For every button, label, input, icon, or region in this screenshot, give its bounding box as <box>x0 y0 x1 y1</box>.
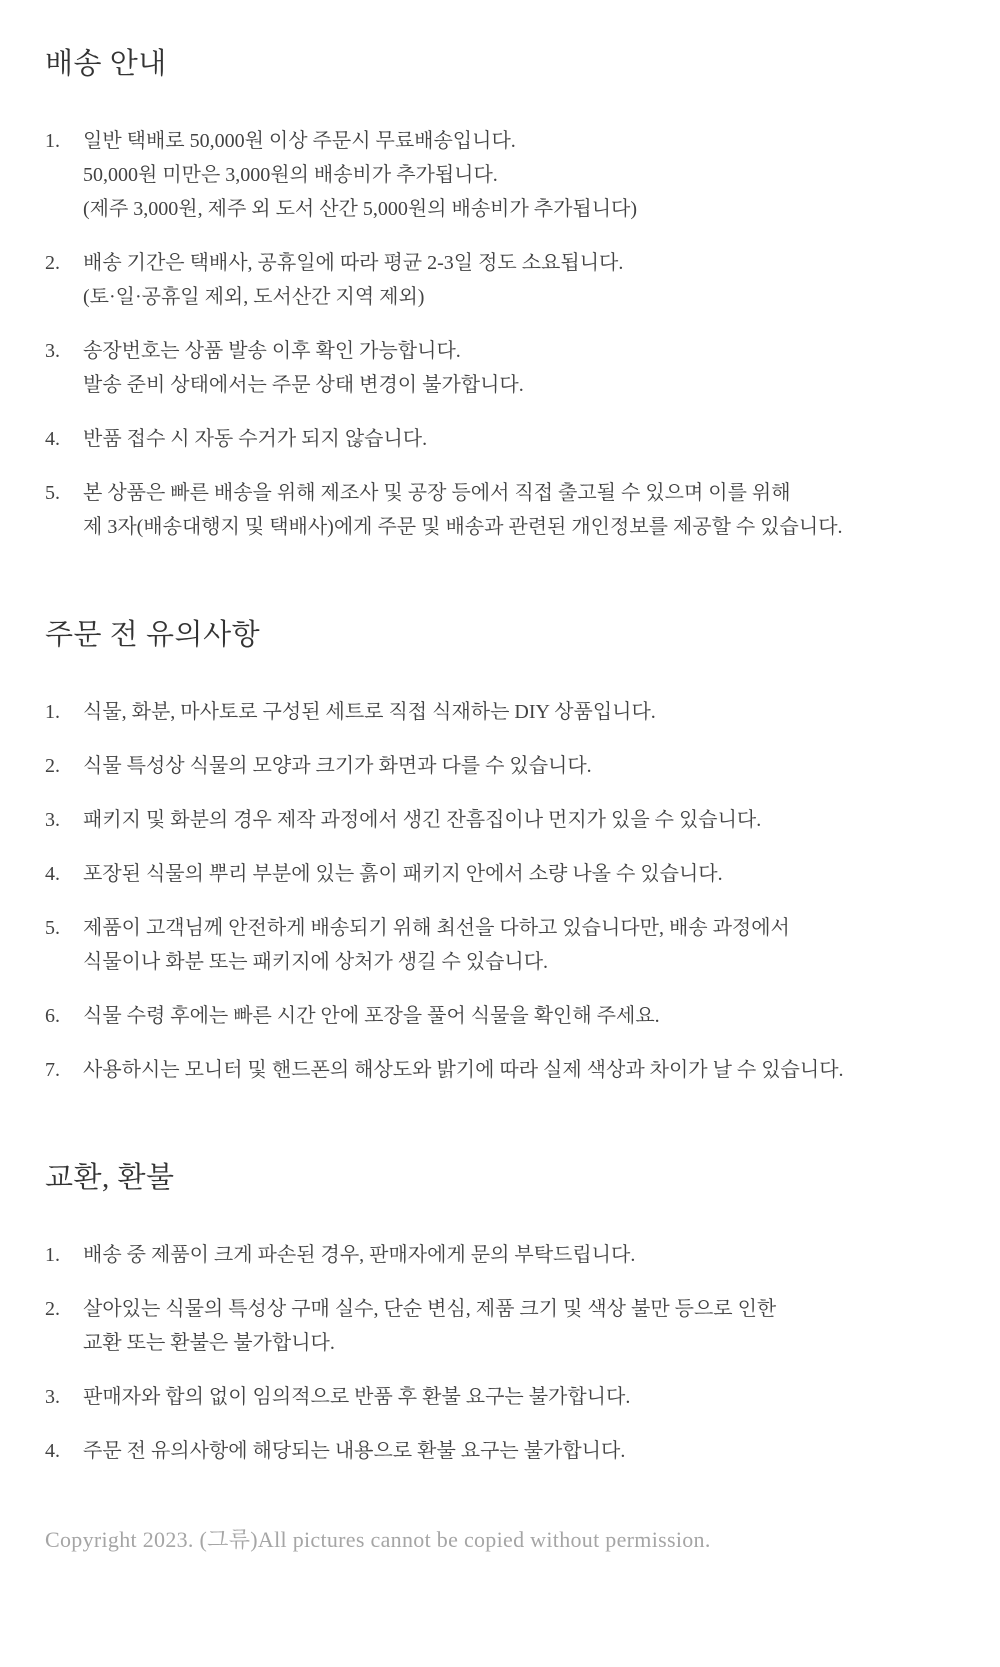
item-number: 3. <box>45 1386 60 1408</box>
item-line: 본 상품은 빠른 배송을 위해 제조사 및 공장 등에서 직접 출고될 수 있으며 이를 위해 <box>83 482 791 504</box>
item-line: 식물 수령 후에는 빠른 시간 안에 포장을 풀어 식물을 확인해 주세요. <box>83 1005 660 1027</box>
section-heading-shipping: 배송 안내 <box>45 48 167 80</box>
list-item <box>45 749 955 783</box>
list-item <box>45 124 955 226</box>
list-item <box>45 334 955 402</box>
item-line: (제주 3,000원, 제주 외 도서 산간 5,000원의 배송비가 추가됩니다) <box>83 198 638 220</box>
item-number: 4. <box>45 1440 60 1462</box>
list-item <box>45 911 955 979</box>
list-item <box>45 803 955 837</box>
item-number: 1. <box>45 1244 60 1266</box>
footer-copyright: Copyright 2023. (그류)All pictures cannot be copied without permission. <box>45 1527 711 1552</box>
item-number: 1. <box>45 701 60 723</box>
item-line: 판매자와 합의 없이 임의적으로 반품 후 환불 요구는 불가합니다. <box>83 1386 631 1408</box>
item-line: 제 3자(배송대행지 및 택배사)에게 주문 및 배송과 관련된 개인정보를 제공할 수 있습니다. <box>83 516 843 538</box>
item-number: 1. <box>45 130 60 152</box>
item-line: 배송 기간은 택배사, 공휴일에 따라 평균 2-3일 정도 소요됩니다. <box>83 252 624 274</box>
section-heading-exchange-refund: 교환, 환불 <box>45 1162 175 1194</box>
list-item <box>45 1053 955 1087</box>
item-line: 패키지 및 화분의 경우 제작 과정에서 생긴 잔흠집이나 먼지가 있을 수 있습니다. <box>83 809 762 831</box>
item-number: 5. <box>45 917 60 939</box>
list-item <box>45 1434 955 1468</box>
list-item <box>45 1238 955 1272</box>
section-exchange-refund <box>45 1159 955 1468</box>
item-number: 6. <box>45 1005 60 1027</box>
item-line: 50,000원 미만은 3,000원의 배송비가 추가됩니다. <box>83 164 498 186</box>
item-number: 2. <box>45 755 60 777</box>
list-item <box>45 1292 955 1360</box>
list-item <box>45 422 955 456</box>
list-item <box>45 857 955 891</box>
item-number: 3. <box>45 340 60 362</box>
item-number: 5. <box>45 482 60 504</box>
item-number: 2. <box>45 1298 60 1320</box>
list-item <box>45 246 955 314</box>
item-line: 교환 또는 환불은 불가합니다. <box>83 1332 335 1354</box>
item-line: 배송 중 제품이 크게 파손된 경우, 판매자에게 문의 부탁드립니다. <box>83 1244 636 1266</box>
list-item <box>45 1380 955 1414</box>
item-number: 4. <box>45 428 60 450</box>
item-line: 주문 전 유의사항에 해당되는 내용으로 환불 요구는 불가합니다. <box>83 1440 626 1462</box>
item-line: 식물이나 화분 또는 패키지에 상처가 생길 수 있습니다. <box>83 951 549 973</box>
list-item <box>45 476 955 544</box>
item-line: 발송 준비 상태에서는 주문 상태 변경이 불가합니다. <box>83 374 524 396</box>
item-line: 반품 접수 시 자동 수거가 되지 않습니다. <box>83 428 428 450</box>
item-line: 송장번호는 상품 발송 이후 확인 가능합니다. <box>83 340 461 362</box>
section-pre-order-notice <box>45 616 955 1087</box>
list-item <box>45 695 955 729</box>
section-shipping-guide <box>45 45 955 544</box>
list-item <box>45 999 955 1033</box>
item-number: 3. <box>45 809 60 831</box>
item-number: 4. <box>45 863 60 885</box>
section-heading-pre-order: 주문 전 유의사항 <box>45 619 261 651</box>
item-line: (토·일·공휴일 제외, 도서산간 지역 제외) <box>83 286 425 308</box>
item-line: 일반 택배로 50,000원 이상 주문시 무료배송입니다. <box>83 130 516 152</box>
item-line: 제품이 고객님께 안전하게 배송되기 위해 최선을 다하고 있습니다만, 배송 과정에서 <box>83 917 790 939</box>
item-line: 포장된 식물의 뿌리 부분에 있는 흙이 패키지 안에서 소량 나올 수 있습니다. <box>83 863 723 885</box>
item-line: 사용하시는 모니터 및 핸드폰의 해상도와 밝기에 따라 실제 색상과 차이가 날 수 있습니다. <box>83 1059 844 1081</box>
item-line: 살아있는 식물의 특성상 구매 실수, 단순 변심, 제품 크기 및 색상 불만 등으로 인한 <box>83 1298 777 1320</box>
item-line: 식물 특성상 식물의 모양과 크기가 화면과 다를 수 있습니다. <box>83 755 592 777</box>
item-number: 7. <box>45 1059 60 1081</box>
item-number: 2. <box>45 252 60 274</box>
item-line: 식물, 화분, 마사토로 구성된 세트로 직접 식재하는 DIY 상품입니다. <box>83 701 656 723</box>
